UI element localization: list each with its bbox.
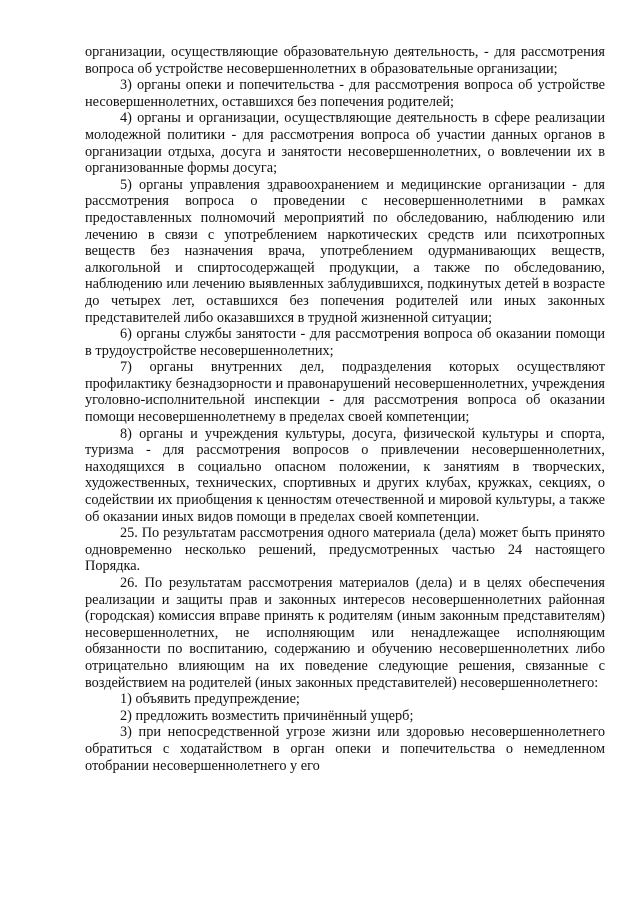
paragraph-item-5-healthcare: 5) органы управления здравоохранением и медицинские организации - для рассмотрения вопроса о проведении с несовершеннолетними в рамках предоставленных полномочий мероприятий по обследованию, наблюдению или лечению в связи с употреблением наркотических средств или психотропных веществ без назначения врача, употреблением одурманивающих веществ, алкогольной и спиртосодержащей продукции, а также по обследованию, наблюдению или лечению выявленных заблудившихся, подкинутых детей в возрасте до четырех лет, оставшихся без попечения родителей или иных законных представителей либо оказавшихся в трудной жизненной ситуации; — [85, 176, 605, 326]
paragraph-clause-25: 25. По результатам рассмотрения одного материала (дела) может быть принято одновременно несколько решений, предусмотренных частью 24 настоящего Порядка. — [85, 525, 605, 575]
paragraph-item-6-employment: 6) органы службы занятости - для рассмотрения вопроса об оказании помощи в трудоустройстве несовершеннолетних; — [85, 326, 605, 359]
paragraph-continuation-organizations: организации, осуществляющие образовательную деятельность, - для рассмотрения вопроса об устройстве несовершеннолетних в образовательные организации; — [85, 44, 605, 77]
paragraph-clause-26-item-1: 1) объявить предупреждение; — [120, 691, 300, 708]
paragraph-clause-26-item-2: 2) предложить возместить причинённый ущерб; — [120, 707, 414, 724]
paragraph-item-4-youth-policy: 4) органы и организации, осуществляющие деятельность в сфере реализации молодежной политики - для рассмотрения вопроса об участии данных органов в организации отдыха, досуга и занятости несовершеннолетних, о вовлечении их в организованные формы досуга; — [85, 110, 605, 177]
paragraph-item-3-guardianship: 3) органы опеки и попечительства - для рассмотрения вопроса об устройстве несовершеннолетних, оставшихся без попечения родителей; — [85, 77, 605, 110]
paragraph-clause-26-item-3: 3) при непосредственной угрозе жизни или здоровью несовершеннолетнего обратиться с ходатайством в орган опеки и попечительства о немедленном отобрании несовершеннолетнего у его — [85, 724, 605, 774]
paragraph-clause-26: 26. По результатам рассмотрения материалов (дела) и в целях обеспечения реализации и защиты прав и законных интересов несовершеннолетних районная (городская) комиссия вправе принять к родителям (иным законным представителям) несовершеннолетних, не исполняющим или ненадлежащее исполняющим обязанности по воспитанию, содержанию и обучению несовершеннолетних либо отрицательно влияющим на их поведение следующие решения, связанные с воздействием на родителей (иных законных представителей) несовершеннолетнего: — [85, 575, 605, 691]
paragraph-item-8-culture-sport: 8) органы и учреждения культуры, досуга, физической культуры и спорта, туризма - для рассмотрения вопросов о привлечении несовершеннолетних, находящихся в социально опасном положении, к занятиям в творческих, художественных, технических, спортивных и других клубах, кружках, секциях, о содействии их приобщения к ценностям отечественной и мировой культуры, а также об оказании иных видов помощи в пределах своей компетенции. — [85, 425, 605, 525]
paragraph-item-7-internal-affairs: 7) органы внутренних дел, подразделения которых осуществляют профилактику безнадзорности и правонарушений несовершеннолетних, учреждения уголовно-исполнительной инспекции - для рассмотрения вопроса об оказании помощи несовершеннолетнему в пределах своей компетенции; — [85, 359, 605, 426]
document-page — [85, 44, 605, 774]
